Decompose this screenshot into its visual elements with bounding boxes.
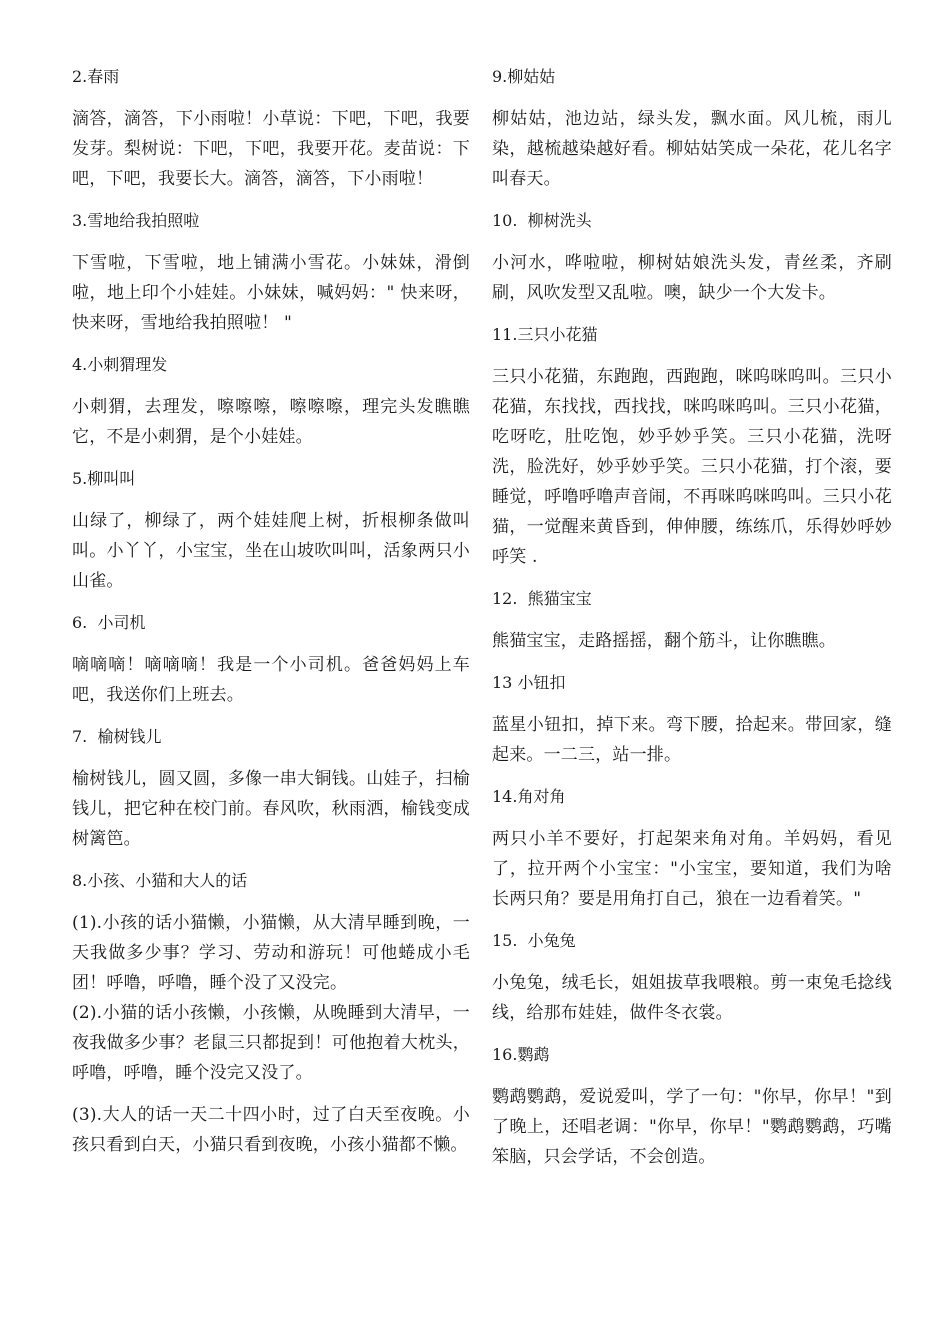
- poem-text: 两只小羊不要好，打起架来角对角。羊妈妈，看见了，拉开两个小宝宝："小宝宝，要知道，我们为啥长两只角？要是用角打自己，狼在一边看着笑。": [492, 829, 892, 909]
- poem-title: 6. 小司机: [72, 613, 146, 632]
- poem-section: [492, 206, 892, 308]
- poem-title: 2.春雨: [72, 67, 120, 86]
- poem-title: 13 小钮扣: [492, 673, 566, 692]
- poem-text: 下雪啦，下雪啦，地上铺满小雪花。小妹妹，滑倒啦，地上印个小娃娃。小妹妹，喊妈妈：" 快来呀，快来呀，雪地给我拍照啦！ ": [72, 253, 470, 333]
- poem-text: 榆树钱儿，圆又圆，多像一串大铜钱。山娃子，扫榆钱儿，把它种在校门前。春风吹，秋雨洒，榆钱变成树篱笆。: [72, 769, 470, 849]
- poem-text: 山绿了，柳绿了，两个娃娃爬上树，折根柳条做叫叫。小丫丫，小宝宝，坐在山坡吹叫叫，活象两只小山雀。: [72, 511, 470, 591]
- poem-title: 11.三只小花猫: [492, 325, 598, 344]
- poem-text: 柳姑姑，池边站，绿头发，飘水面。风儿梳，雨儿染，越梳越染越好看。柳姑姑笑成一朵花，花儿名字叫春天。: [492, 109, 892, 189]
- poem-text: (3).大人的话一天二十四小时，过了白天至夜晚。小孩只看到白天，小猫只看到夜晚，小孩小猫都不懒。: [72, 1105, 470, 1155]
- poem-section: [72, 206, 470, 338]
- poem-text: 小刺猬，去理发，嚓嚓嚓，嚓嚓嚓，理完头发瞧瞧它，不是小刺猬，是个小娃娃。: [72, 397, 470, 447]
- poem-text: 小河水，哗啦啦，柳树姑娘洗头发，青丝柔，齐刷刷，风吹发型又乱啦。噢，缺少一个大发卡。: [492, 253, 892, 303]
- poem-title: 14.角对角: [492, 787, 566, 806]
- left-column: [72, 62, 470, 1172]
- poem-title: 4.小刺猬理发: [72, 355, 168, 374]
- right-column: [492, 62, 892, 1184]
- poem-text: 蓝星小钮扣，掉下来。弯下腰，拾起来。带回家，缝起来。一二三，站一排。: [492, 715, 892, 765]
- poem-section: [72, 464, 470, 596]
- poem-text: 嘀嘀嘀！嘀嘀嘀！我是一个小司机。爸爸妈妈上车吧，我送你们上班去。: [72, 655, 470, 705]
- poem-title: 9.柳姑姑: [492, 67, 556, 86]
- poem-text: 鹦鹉鹦鹉，爱说爱叫，学了一句："你早，你早！"到了晚上，还唱老调："你早，你早！"鹦鹉鹦鹉，巧嘴笨脑，只会学话，不会创造。: [492, 1087, 892, 1167]
- poem-section: [72, 62, 470, 194]
- poem-title: 12. 熊猫宝宝: [492, 589, 592, 608]
- poem-section: [492, 584, 892, 656]
- poem-title: 10. 柳树洗头: [492, 211, 592, 230]
- poem-section: [492, 926, 892, 1028]
- poem-section: [72, 722, 470, 854]
- poem-section: [492, 320, 892, 572]
- poem-text: 熊猫宝宝，走路摇摇，翻个筋斗，让你瞧瞧。: [492, 631, 836, 651]
- poem-section: [492, 668, 892, 770]
- poem-text: 滴答，滴答，下小雨啦！小草说：下吧，下吧，我要发芽。梨树说：下吧，下吧，我要开花。麦苗说：下吧，下吧，我要长大。滴答，滴答，下小雨啦！: [72, 109, 470, 189]
- poem-text: (2).小猫的话小孩懒，小孩懒，从晚睡到大清早，一夜我做多少事？老鼠三只都捉到！可他抱着大枕头，呼噜，呼噜，睡个没完又没了。: [72, 1003, 470, 1083]
- poem-title: 8.小孩、小猫和大人的话: [72, 871, 248, 890]
- poem-text: 三只小花猫，东跑跑，西跑跑，咪呜咪呜叫。三只小花猫，东找找，西找找，咪呜咪呜叫。三只小花猫，吃呀吃，肚吃饱，妙乎妙乎笑。三只小花猫，洗呀洗，脸洗好，妙乎妙乎笑。三只小花猫，打个滚，要睡觉，呼噜呼噜声音闹，不再咪呜咪呜叫。三只小花猫，一觉醒来黄昏到，伸伸腰，练练爪，乐得妙呼妙呼笑 .: [492, 367, 892, 567]
- poem-title: 3.雪地给我拍照啦: [72, 211, 200, 230]
- poem-title: 15. 小兔兔: [492, 931, 576, 950]
- poem-title: 7. 榆树钱儿: [72, 727, 162, 746]
- poem-title: 16.鹦鹉: [492, 1045, 550, 1064]
- poem-section: [492, 782, 892, 914]
- poem-section: [72, 608, 470, 710]
- poem-section: [72, 350, 470, 452]
- poem-section: [72, 866, 470, 1160]
- poem-title: 5.柳叫叫: [72, 469, 136, 488]
- poem-text: (1).小孩的话小猫懒，小猫懒，从大清早睡到晚，一天我做多少事？学习、劳动和游玩！可他蜷成小毛团！呼噜，呼噜，睡个没了又没完。: [72, 913, 470, 993]
- poem-section: [492, 62, 892, 194]
- poem-text: 小兔兔，绒毛长，姐姐拔草我喂粮。剪一束兔毛捻线线，给那布娃娃，做件冬衣裳。: [492, 973, 892, 1023]
- poem-section: [492, 1040, 892, 1172]
